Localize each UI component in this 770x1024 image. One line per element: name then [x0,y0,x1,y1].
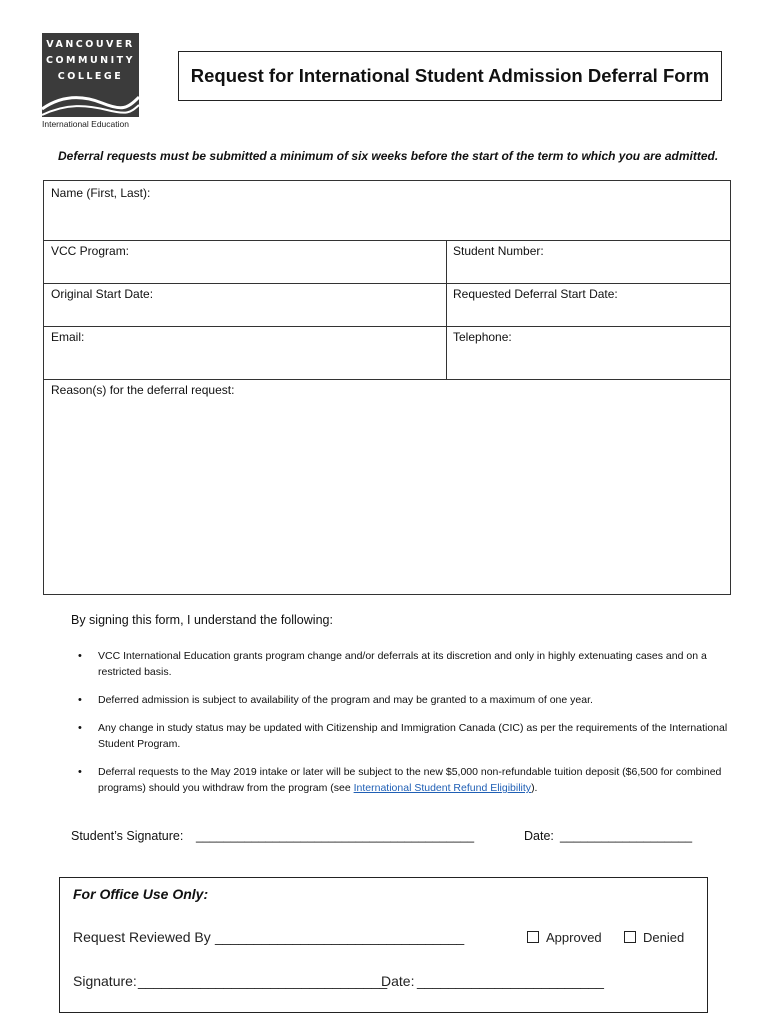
refund-eligibility-link[interactable]: International Student Refund Eligibility [353,782,532,794]
logo-line-3: COLLEGE [57,71,124,82]
office-signature-label: Signature: [73,973,137,989]
list-item: • Deferral requests to the May 2019 intake or later will be subject to the new $5,000 non-refundable tuition deposit ($6,500 for combined programs) should you withdraw from the program (see International Student Refund Eligibility). [78,766,722,794]
student-date-label: Date: [524,829,554,843]
logo-caption: International Education [42,119,129,129]
applicant-info-table [43,180,731,595]
logo-wave-icon [42,93,139,117]
office-use-box [59,877,708,1013]
logo-line-1: VANCOUVER [46,39,135,50]
student-number-field[interactable]: Student Number: [453,244,544,258]
approved-checkbox[interactable]: Approved [527,930,602,945]
understand-heading: By signing this form, I understand the following: [71,613,333,627]
form-title: Request for International Student Admission Deferral Form [178,51,722,101]
terms-list [78,648,728,808]
reason-field[interactable]: Reason(s) for the deferral request: [51,383,235,397]
deferral-notice: Deferral requests must be submitted a minimum of six weeks before the start of the term to which you are admitted. [58,149,719,163]
reviewed-by-label: Request Reviewed By [73,929,211,945]
reviewed-by-line[interactable]: ________________________________ [215,929,465,945]
original-start-date-field[interactable]: Original Start Date: [51,287,154,301]
office-date-line[interactable]: ________________________ [417,973,604,989]
logo-line-2: COMMUNITY [45,55,135,66]
office-use-title: For Office Use Only: [73,886,209,902]
checkbox-icon [624,931,636,943]
list-item: • Any change in study status may be updated with Citizenship and Immigration Canada (CIC) as per the requirements of the International Student Program. [78,722,728,750]
program-field[interactable]: VCC Program: [51,244,130,258]
name-field[interactable]: Name (First, Last): [51,186,151,200]
checkbox-icon [527,931,539,943]
office-signature-line[interactable]: ________________________________ [138,973,388,989]
student-signature-label: Student’s Signature: [71,829,184,843]
denied-checkbox[interactable]: Denied [624,930,684,945]
telephone-field[interactable]: Telephone: [453,330,512,344]
list-item: • Deferred admission is subject to availability of the program and may be granted to a maximum of one year. [78,694,593,706]
vcc-logo [42,33,139,117]
email-field[interactable]: Email: [51,330,85,344]
requested-start-date-field[interactable]: Requested Deferral Start Date: [453,287,618,301]
list-item: • VCC International Education grants program change and/or deferrals at its discretion and only in highly extenuating cases and on a restricted basis. [78,650,707,678]
student-signature-line[interactable]: ________________________________________ [196,829,475,843]
student-date-line[interactable]: ___________________ [560,829,693,843]
office-date-label: Date: [381,973,415,989]
